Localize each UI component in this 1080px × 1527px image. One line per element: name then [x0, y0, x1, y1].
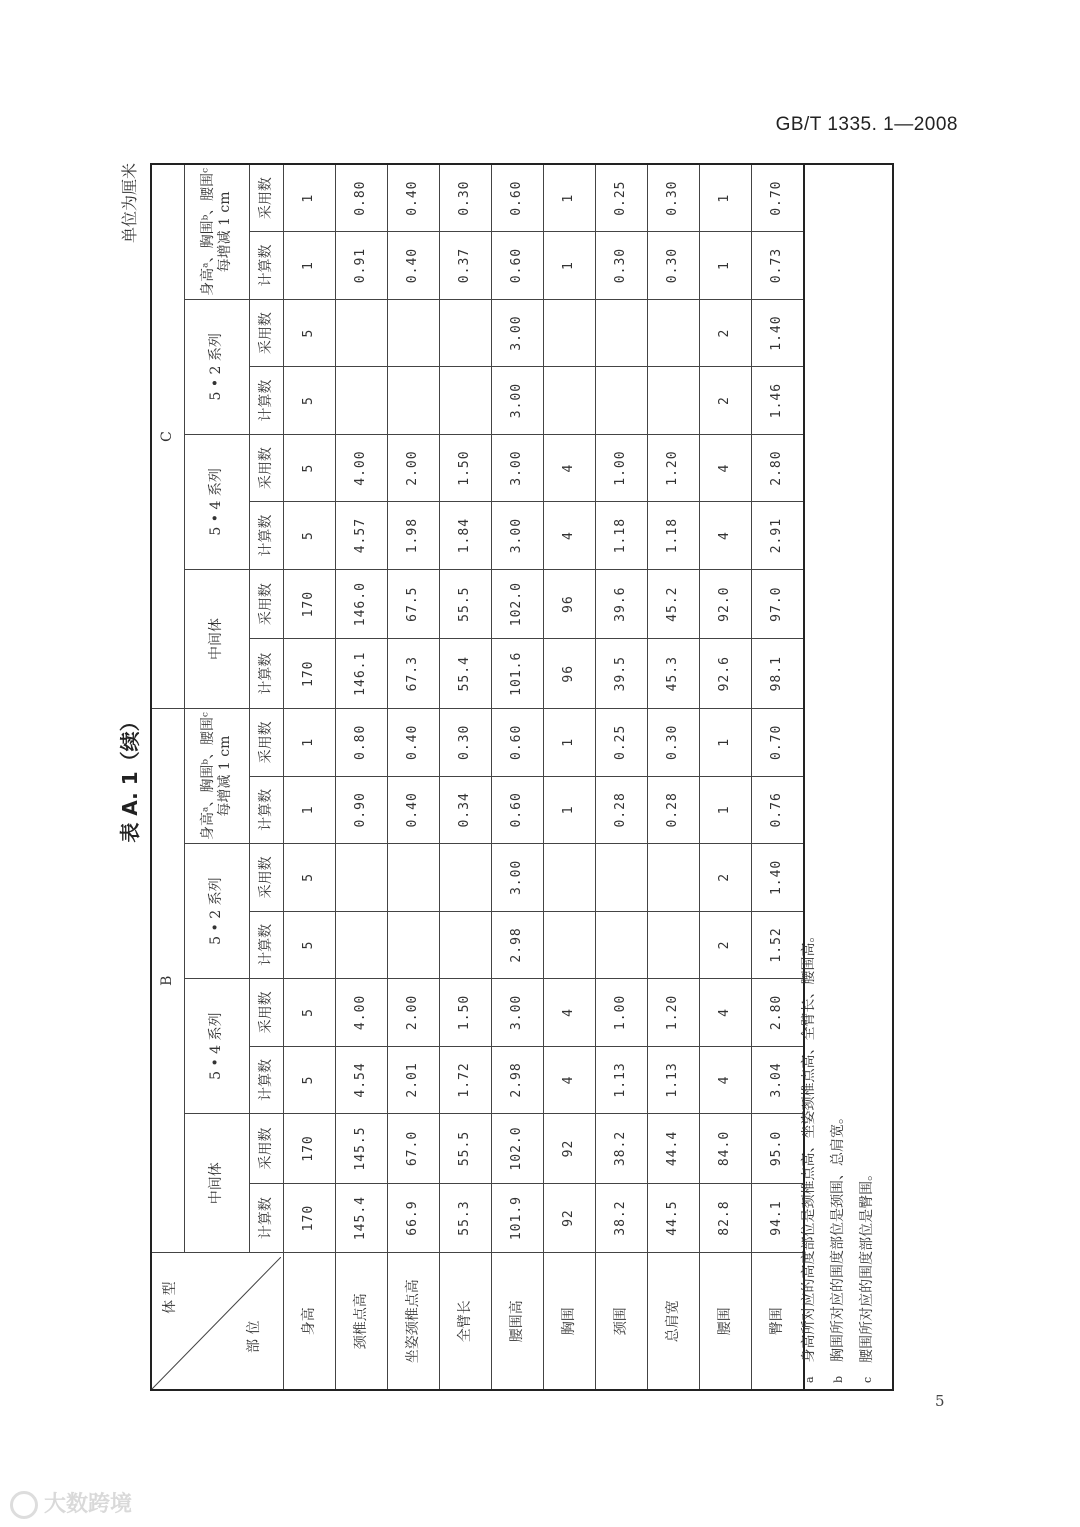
value-cell: 55.5 [440, 569, 492, 639]
value-cell: 2.01 [388, 1046, 440, 1114]
value-cell: 39.6 [596, 569, 648, 639]
row-label: 全臂长 [440, 1253, 492, 1390]
row-label: 颈椎点高 [336, 1253, 388, 1390]
value-cell: 5 [284, 502, 336, 570]
table-row [544, 164, 596, 1390]
value-cell: 2.80 [752, 979, 805, 1047]
value-cell [544, 911, 596, 979]
value-cell: 38.2 [596, 1114, 648, 1184]
value-cell: 5 [284, 979, 336, 1047]
value-cell: 92 [544, 1114, 596, 1184]
subheader-cell: 计算数 [250, 232, 284, 300]
subgroup-b-52: 5 • 2 系列 [185, 844, 250, 979]
subgroup-b-54: 5 • 4 系列 [185, 979, 250, 1114]
value-cell [440, 911, 492, 979]
value-cell: 4.54 [336, 1046, 388, 1114]
value-cell: 0.30 [596, 232, 648, 300]
value-cell: 0.90 [336, 776, 388, 844]
value-cell [336, 911, 388, 979]
value-cell: 4 [700, 434, 752, 502]
value-cell: 0.30 [440, 709, 492, 777]
footnote-text: 腰围所对应的围度部位是臀围。 [859, 1166, 875, 1363]
subheader-cell: 计算数 [250, 639, 284, 709]
subheader-cell: 计算数 [250, 911, 284, 979]
table-row [648, 164, 700, 1390]
value-cell: 3.04 [752, 1046, 805, 1114]
value-cell: 1 [544, 776, 596, 844]
value-cell: 1 [284, 709, 336, 777]
value-cell: 4 [700, 1046, 752, 1114]
value-cell: 67.5 [388, 569, 440, 639]
subheader-cell: 采用数 [250, 164, 284, 232]
value-cell: 1.52 [752, 911, 805, 979]
table-row [336, 164, 388, 1390]
value-cell [648, 911, 700, 979]
value-cell: 0.28 [596, 776, 648, 844]
rotated-table-sheet [118, 163, 892, 1391]
value-cell: 0.37 [440, 232, 492, 300]
value-cell: 1.18 [596, 502, 648, 570]
value-cell: 1.40 [752, 844, 805, 912]
value-cell: 2 [700, 911, 752, 979]
subgroup-c-middle: 中间体 [185, 569, 250, 708]
value-cell: 55.5 [440, 1114, 492, 1184]
subheader-cell: 采用数 [250, 844, 284, 912]
value-cell: 94.1 [752, 1183, 805, 1253]
table-row [440, 164, 492, 1390]
value-cell: 0.80 [336, 709, 388, 777]
value-cell: 146.1 [336, 639, 388, 709]
value-cell: 0.25 [596, 164, 648, 232]
value-cell: 2.98 [492, 1046, 544, 1114]
row-label: 坐姿颈椎点高 [388, 1253, 440, 1390]
value-cell: 82.8 [700, 1183, 752, 1253]
value-cell: 0.73 [752, 232, 805, 300]
frame-bottom [892, 163, 894, 1391]
value-cell: 0.30 [440, 164, 492, 232]
value-cell: 0.30 [648, 709, 700, 777]
value-cell: 3.00 [492, 367, 544, 435]
value-cell: 44.4 [648, 1114, 700, 1184]
corner-bottom-label: 部 位 [245, 1320, 262, 1353]
value-cell: 1 [284, 776, 336, 844]
value-cell: 38.2 [596, 1183, 648, 1253]
corner-header [151, 1253, 284, 1390]
value-cell: 5 [284, 844, 336, 912]
subheader-cell: 采用数 [250, 1114, 284, 1184]
value-cell: 145.5 [336, 1114, 388, 1184]
value-cell [596, 844, 648, 912]
row-label: 腰围高 [492, 1253, 544, 1390]
table-row [284, 164, 336, 1390]
value-cell: 0.40 [388, 232, 440, 300]
value-cell: 0.34 [440, 776, 492, 844]
value-cell: 1.98 [388, 502, 440, 570]
value-cell: 4.00 [336, 434, 388, 502]
value-cell: 67.3 [388, 639, 440, 709]
table-title: 表 A. 1（续） [118, 711, 142, 843]
value-cell: 4 [700, 979, 752, 1047]
value-cell: 1.00 [596, 434, 648, 502]
value-cell: 5 [284, 367, 336, 435]
value-cell: 3.00 [492, 299, 544, 367]
value-cell: 1 [700, 776, 752, 844]
table-row [700, 164, 752, 1390]
value-cell: 0.76 [752, 776, 805, 844]
value-cell: 2.98 [492, 911, 544, 979]
value-cell: 67.0 [388, 1114, 440, 1184]
value-cell: 101.6 [492, 639, 544, 709]
subgroup-b-increment: 身高ᵃ、胸围ᵇ、腰围ᶜ每增减 1 cm [185, 709, 250, 844]
unit-note: 单位为厘米 [120, 163, 139, 244]
value-cell: 96 [544, 639, 596, 709]
subgroup-c-54: 5 • 4 系列 [185, 434, 250, 569]
subgroup-b-middle: 中间体 [185, 1114, 250, 1253]
value-cell: 3.00 [492, 502, 544, 570]
value-cell [336, 367, 388, 435]
value-cell: 5 [284, 1046, 336, 1114]
value-cell [544, 367, 596, 435]
value-cell: 1 [544, 164, 596, 232]
corner-top-label: 体 型 [162, 1281, 178, 1314]
value-cell: 1.20 [648, 979, 700, 1047]
value-cell: 0.40 [388, 776, 440, 844]
footnote-mark: a [803, 1376, 816, 1383]
group-c-header: C [151, 164, 185, 709]
value-cell: 170 [284, 639, 336, 709]
value-cell: 45.3 [648, 639, 700, 709]
footnote-c [853, 163, 882, 1391]
value-cell [648, 299, 700, 367]
row-label: 臀围 [752, 1253, 805, 1390]
value-cell: 1 [544, 709, 596, 777]
value-cell: 1 [700, 164, 752, 232]
value-cell: 3.00 [492, 979, 544, 1047]
value-cell: 44.5 [648, 1183, 700, 1253]
value-cell: 92 [544, 1183, 596, 1253]
value-cell [388, 911, 440, 979]
watermark [10, 1487, 132, 1519]
row-label: 胸围 [544, 1253, 596, 1390]
value-cell: 1.72 [440, 1046, 492, 1114]
value-cell: 1.13 [596, 1046, 648, 1114]
row-label: 颈围 [596, 1253, 648, 1390]
value-cell [440, 299, 492, 367]
value-cell: 96 [544, 569, 596, 639]
frame-left [795, 1389, 892, 1391]
value-cell: 4.57 [336, 502, 388, 570]
value-cell [596, 911, 648, 979]
value-cell: 1.20 [648, 434, 700, 502]
row-label: 总肩宽 [648, 1253, 700, 1390]
subheader-cell: 计算数 [250, 367, 284, 435]
value-cell: 101.9 [492, 1183, 544, 1253]
value-cell: 4.00 [336, 979, 388, 1047]
value-cell: 5 [284, 434, 336, 502]
value-cell: 0.40 [388, 709, 440, 777]
value-cell [336, 844, 388, 912]
value-cell: 5 [284, 299, 336, 367]
value-cell [596, 367, 648, 435]
subgroup-c-increment: 身高ᵃ、胸围ᵇ、腰围ᶜ每增减 1 cm [185, 164, 250, 299]
table-row [596, 164, 648, 1390]
measurement-table [150, 163, 805, 1391]
value-cell: 170 [284, 1183, 336, 1253]
footnote-mark: b [832, 1375, 845, 1383]
value-cell [388, 844, 440, 912]
value-cell: 170 [284, 1114, 336, 1184]
value-cell: 1.50 [440, 434, 492, 502]
subgroup-c-52: 5 • 2 系列 [185, 299, 250, 434]
value-cell: 102.0 [492, 1114, 544, 1184]
value-cell: 146.0 [336, 569, 388, 639]
value-cell: 92.0 [700, 569, 752, 639]
value-cell: 1 [284, 232, 336, 300]
value-cell [388, 299, 440, 367]
value-cell: 145.4 [336, 1183, 388, 1253]
value-cell: 4 [544, 979, 596, 1047]
value-cell: 2.00 [388, 979, 440, 1047]
value-cell: 4 [544, 434, 596, 502]
value-cell: 45.2 [648, 569, 700, 639]
value-cell: 0.60 [492, 164, 544, 232]
frame-right [795, 163, 892, 165]
value-cell [596, 299, 648, 367]
value-cell: 39.5 [596, 639, 648, 709]
row-label: 腰围 [700, 1253, 752, 1390]
value-cell: 1 [700, 232, 752, 300]
value-cell: 0.30 [648, 232, 700, 300]
subheader-cell: 采用数 [250, 979, 284, 1047]
value-cell: 1.40 [752, 299, 805, 367]
value-cell: 3.00 [492, 434, 544, 502]
value-cell [440, 844, 492, 912]
value-cell: 2 [700, 299, 752, 367]
value-cell [648, 367, 700, 435]
subheader-cell: 计算数 [250, 1183, 284, 1253]
value-cell: 1.50 [440, 979, 492, 1047]
value-cell [440, 367, 492, 435]
group-b-header: B [151, 709, 185, 1253]
subheader-cell: 计算数 [250, 502, 284, 570]
table-row [388, 164, 440, 1390]
value-cell: 95.0 [752, 1114, 805, 1184]
value-cell: 3.00 [492, 844, 544, 912]
value-cell: 2.91 [752, 502, 805, 570]
value-cell: 4 [544, 502, 596, 570]
value-cell: 1 [284, 164, 336, 232]
value-cell: 1.46 [752, 367, 805, 435]
value-cell: 1.00 [596, 979, 648, 1047]
value-cell: 55.4 [440, 639, 492, 709]
value-cell: 97.0 [752, 569, 805, 639]
value-cell [544, 844, 596, 912]
footnote-mark: c [861, 1376, 874, 1383]
value-cell [336, 299, 388, 367]
value-cell: 5 [284, 911, 336, 979]
standard-code: GB/T 1335. 1—2008 [775, 114, 958, 135]
subheader-cell: 计算数 [250, 1046, 284, 1114]
footnote-text: 胸围所对应的围度部位是颈围、总肩宽。 [830, 1109, 846, 1362]
value-cell: 0.25 [596, 709, 648, 777]
value-cell: 0.60 [492, 709, 544, 777]
value-cell [544, 299, 596, 367]
value-cell: 2.00 [388, 434, 440, 502]
value-cell: 1.84 [440, 502, 492, 570]
value-cell: 2.80 [752, 434, 805, 502]
watermark-logo-icon [10, 1491, 38, 1519]
value-cell: 0.80 [336, 164, 388, 232]
value-cell: 92.6 [700, 639, 752, 709]
footnotes [795, 163, 882, 1391]
footnote-b [824, 163, 853, 1391]
value-cell [648, 844, 700, 912]
table-row [492, 164, 544, 1390]
value-cell: 2 [700, 844, 752, 912]
subheader-cell: 采用数 [250, 709, 284, 777]
value-cell: 1 [544, 232, 596, 300]
value-cell: 98.1 [752, 639, 805, 709]
value-cell: 4 [544, 1046, 596, 1114]
value-cell: 0.70 [752, 164, 805, 232]
value-cell: 55.3 [440, 1183, 492, 1253]
page-number: 5 [935, 1392, 945, 1410]
row-label: 身高 [284, 1253, 336, 1390]
value-cell: 0.60 [492, 232, 544, 300]
subheader-cell: 计算数 [250, 776, 284, 844]
subheader-cell: 采用数 [250, 569, 284, 639]
value-cell: 0.60 [492, 776, 544, 844]
subheader-cell: 采用数 [250, 299, 284, 367]
footnote-a [795, 163, 824, 1391]
value-cell: 102.0 [492, 569, 544, 639]
value-cell: 1 [700, 709, 752, 777]
value-cell: 1.18 [648, 502, 700, 570]
value-cell: 0.28 [648, 776, 700, 844]
value-cell: 1.13 [648, 1046, 700, 1114]
value-cell [388, 367, 440, 435]
subheader-cell: 采用数 [250, 434, 284, 502]
value-cell: 84.0 [700, 1114, 752, 1184]
value-cell: 170 [284, 569, 336, 639]
value-cell: 66.9 [388, 1183, 440, 1253]
value-cell: 0.30 [648, 164, 700, 232]
footnote-text: 身高所对应的高度部位是颈椎点高、坐姿颈椎点高、全臂长、腰围高。 [801, 928, 817, 1363]
value-cell: 4 [700, 502, 752, 570]
value-cell: 0.91 [336, 232, 388, 300]
value-cell: 2 [700, 367, 752, 435]
value-cell: 0.70 [752, 709, 805, 777]
watermark-text: 大数跨境 [44, 1492, 133, 1517]
value-cell: 0.40 [388, 164, 440, 232]
